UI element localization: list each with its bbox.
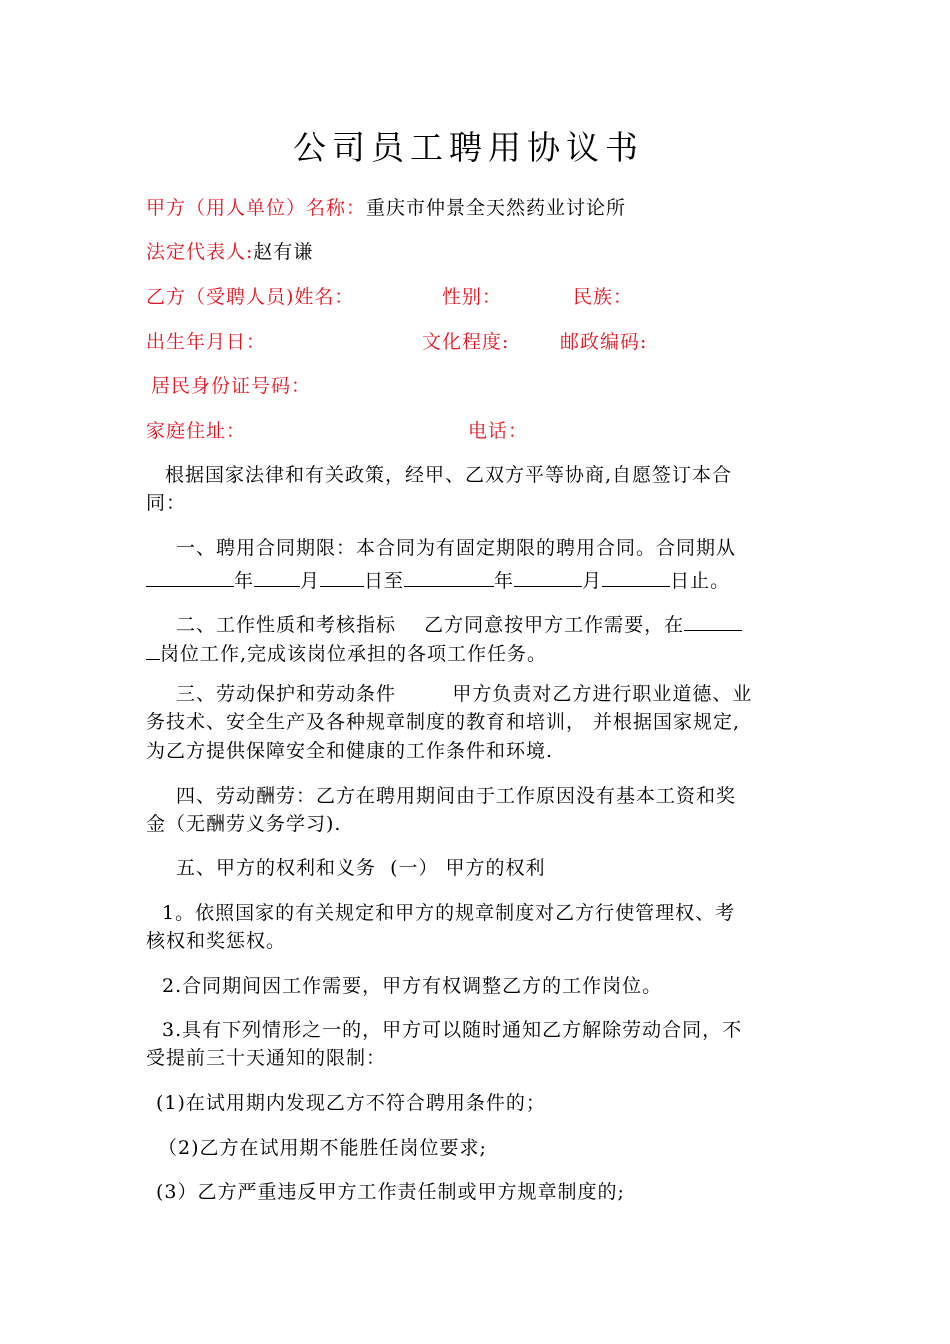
legal-rep-value: 赵有谦 xyxy=(253,241,314,263)
clause-2-text: 岗位工作,完成该岗位承担的各项工作任务。 xyxy=(160,643,548,665)
birth-date-label: 出生年月日： xyxy=(146,331,267,353)
ethnicity-label: 民族： xyxy=(573,286,634,308)
party-b-name-label: 乙方（受聘人员)姓名： xyxy=(146,286,355,308)
day-to-label: 日至 xyxy=(364,570,405,592)
clause-5-item-3-line-2: 受提前三十天通知的限制： xyxy=(146,1047,387,1069)
clause-5-item-1-line-1: 1。依照国家的有关规定和甲方的规章制度对乙方行使管理权、考 xyxy=(162,902,736,924)
clause-5-heading: 五、甲方的权利和义务 (一） 甲方的权利 xyxy=(176,857,546,879)
clause-4-line-1: 四、劳动酬劳：乙方在聘用期间由于工作原因没有基本工资和奖 xyxy=(176,785,737,807)
clause-3-line-1: 三、劳动保护和劳动条件 甲方负责对乙方进行职业道德、业 xyxy=(176,683,753,705)
gender-label: 性别： xyxy=(442,286,503,308)
clause-1-line-2 xyxy=(146,568,730,591)
day-end-label: 日止。 xyxy=(670,570,731,592)
phone-label: 电话： xyxy=(468,420,529,442)
legal-rep-line xyxy=(146,243,313,262)
clause-2-line-2 xyxy=(146,641,547,664)
clause-3-line-2: 务技术、安全生产及各种规章制度的教育和培训， 并根据国家规定, xyxy=(146,711,741,733)
clause-2-line-1 xyxy=(176,612,742,635)
education-label: 文化程度: xyxy=(422,331,510,353)
document-title: 公司员工聘用协议书 xyxy=(293,128,644,167)
blank-end-day xyxy=(602,568,670,587)
blank-position-cont xyxy=(146,641,160,660)
intro-line-1: 根据国家法律和有关政策，经甲、乙双方平等协商,自愿签订本合 xyxy=(165,464,733,486)
clause-5-sub-1: (1)在试用期内发现乙方不符合聘用条件的； xyxy=(156,1092,546,1114)
blank-end-month xyxy=(514,568,582,587)
blank-end-year xyxy=(404,568,494,587)
blank-start-year xyxy=(146,568,234,587)
party-a-label: 甲方（用人单位）名称： xyxy=(146,197,367,219)
clause-5-item-3-line-1: 3.具有下列情形之一的，甲方可以随时通知乙方解除劳动合同，不 xyxy=(162,1019,743,1041)
postcode-label: 邮政编码: xyxy=(560,331,648,353)
id-number-label: 居民身份证号码： xyxy=(151,375,312,397)
clause-2-text: 二、工作性质和考核指标 乙方同意按甲方工作需要，在 xyxy=(176,614,685,636)
legal-rep-label: 法定代表人: xyxy=(146,241,254,263)
clause-3-line-3: 为乙方提供保障安全和健康的工作条件和环境. xyxy=(146,740,554,762)
intro-line-2: 同： xyxy=(146,492,187,514)
clause-4-line-2: 金（无酬劳义务学习). xyxy=(146,813,342,835)
year-label: 年 xyxy=(234,570,255,592)
clause-5-item-1-line-2: 核权和奖惩权。 xyxy=(146,930,287,952)
clause-1-line-1: 一、聘用合同期限：本合同为有固定期限的聘用合同。合同期从 xyxy=(176,537,737,559)
month-label: 月 xyxy=(582,570,603,592)
clause-5-sub-3: (3）乙方严重违反甲方工作责任制或甲方规章制度的; xyxy=(156,1181,625,1203)
blank-start-day xyxy=(320,568,364,587)
blank-start-month xyxy=(254,568,300,587)
party-a-line xyxy=(146,199,626,218)
clause-5-item-2: 2.合同期间因工作需要，甲方有权调整乙方的工作岗位。 xyxy=(162,975,663,997)
month-label: 月 xyxy=(300,570,321,592)
party-a-value: 重庆市仲景全天然药业讨论所 xyxy=(366,197,627,219)
year-label: 年 xyxy=(494,570,515,592)
blank-position xyxy=(684,612,742,631)
address-label: 家庭住址： xyxy=(146,420,247,442)
clause-5-sub-2: （2)乙方在试用期不能胜任岗位要求; xyxy=(158,1137,487,1159)
